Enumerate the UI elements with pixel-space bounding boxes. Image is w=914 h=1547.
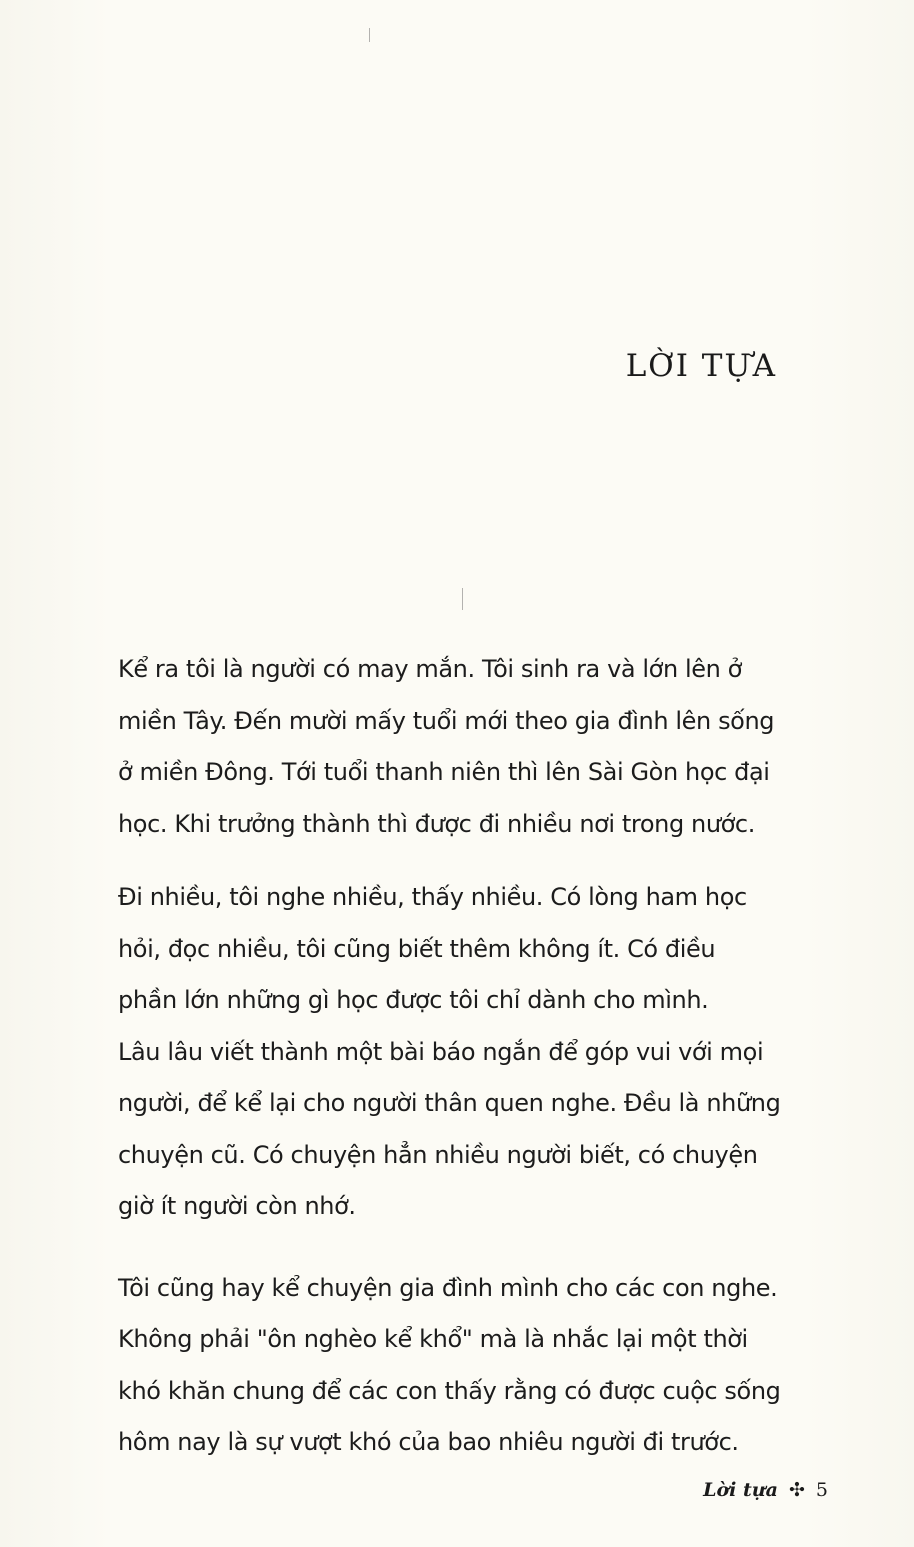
text-line: giờ ít người còn nhớ. [118,1192,356,1220]
body-text [118,644,830,1491]
text-line: Lâu lâu viết thành một bài báo ngắn để góp vui với mọi [118,1037,764,1066]
text-line: Đi nhiều, tôi nghe nhiều, thấy nhiều. Có lòng ham học [118,883,747,911]
text-line: Kể ra tôi là người có may mắn. Tôi sinh ra và lớn lên ở [118,655,742,683]
text-line: phần lớn những gì học được tôi chỉ dành cho mình. [118,986,709,1014]
page-footer [703,1479,828,1501]
text-line: chuyện cũ. Có chuyện hẳn nhiều người biết, có chuyện [118,1140,758,1169]
paragraph-3 [118,1263,830,1469]
text-line: học. Khi trưởng thành thì được đi nhiều nơi trong nước. [118,809,755,838]
text-line: khó khăn chung để các con thấy rằng có được cuộc sống [118,1376,781,1405]
page-number: 5 [815,1479,828,1501]
text-line: Tôi cũng hay kể chuyện gia đình mình cho các con nghe. [118,1273,778,1302]
text-line: người, để kể lại cho người thân quen nghe. Đều là những [118,1089,781,1117]
paper-speck [369,28,370,42]
text-line: hỏi, đọc nhiều, tôi cũng biết thêm không ít. Có điều [118,934,716,963]
text-line: ở miền Đông. Tới tuổi thanh niên thì lên Sài Gòn học đại [118,758,770,786]
chapter-heading: LỜI TỰA [625,348,777,384]
paragraph-1 [118,644,830,850]
text-line: hôm nay là sự vượt khó của bao nhiêu người đi trước. [118,1428,739,1456]
flower-ornament-icon: ✣ [788,1479,805,1501]
text-line: miền Tây. Đến mười mấy tuổi mới theo gia đình lên sống [118,706,775,735]
paper-speck [462,588,463,610]
paragraph-2 [118,872,830,1233]
running-title: Lời tựa [703,1479,778,1501]
text-line: Không phải "ôn nghèo kể khổ" mà là nhắc lại một thời [118,1325,748,1353]
